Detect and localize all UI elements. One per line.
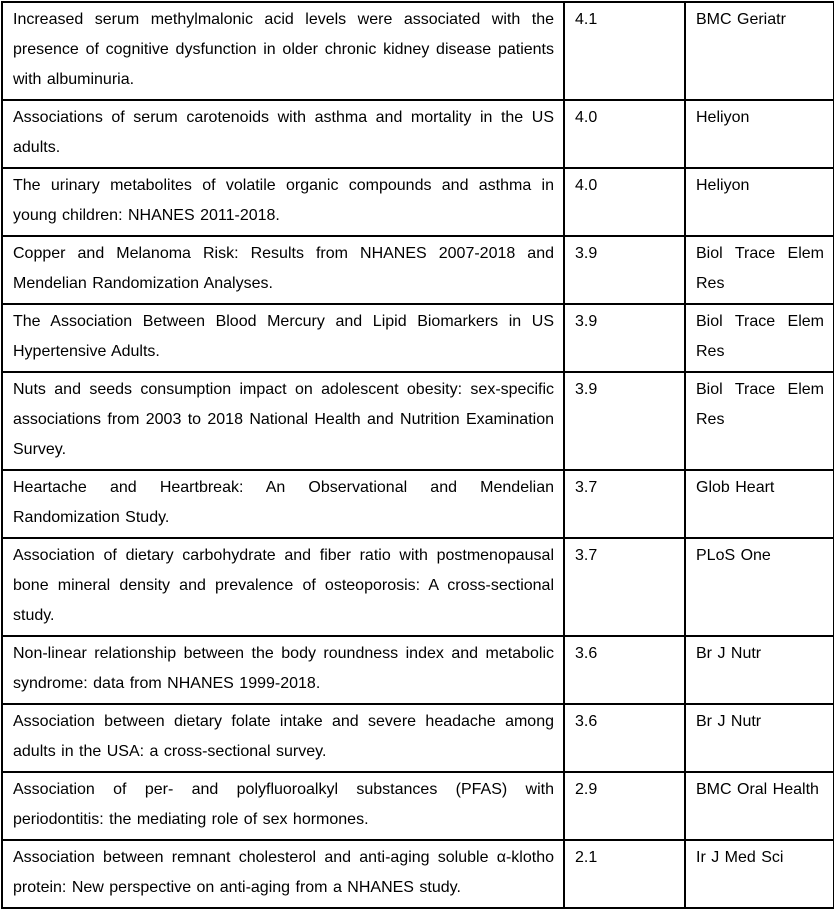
journal-cell: Biol Trace Elem Res — [685, 236, 834, 304]
table-body — [2, 2, 834, 908]
paper-title-cell: Non-linear relationship between the body roundness index and metabolic syndrome: data from NHANES 1999-2018. — [2, 636, 564, 704]
journal-cell: Heliyon — [685, 100, 834, 168]
impact-factor-cell: 3.9 — [564, 372, 685, 470]
impact-factor-cell: 3.9 — [564, 304, 685, 372]
impact-factor-cell: 4.0 — [564, 100, 685, 168]
journal-cell: BMC Geriatr — [685, 2, 834, 100]
paper-title-cell: Heartache and Heartbreak: An Observational and Mendelian Randomization Study. — [2, 470, 564, 538]
impact-factor-cell: 3.7 — [564, 538, 685, 636]
paper-title-cell: Associations of serum carotenoids with asthma and mortality in the US adults. — [2, 100, 564, 168]
table-row — [2, 470, 834, 538]
paper-title-cell: Increased serum methylmalonic acid levels were associated with the presence of cognitive dysfunction in older chronic kidney disease patients with albuminuria. — [2, 2, 564, 100]
paper-title-cell: Association of per- and polyfluoroalkyl substances (PFAS) with periodontitis: the mediating role of sex hormones. — [2, 772, 564, 840]
table-row — [2, 100, 834, 168]
journal-cell: Ir J Med Sci — [685, 840, 834, 908]
table-row — [2, 538, 834, 636]
impact-factor-cell: 3.6 — [564, 636, 685, 704]
impact-factor-cell: 3.9 — [564, 236, 685, 304]
paper-title-cell: Association between dietary folate intake and severe headache among adults in the USA: a cross-sectional survey. — [2, 704, 564, 772]
paper-title-cell: Association of dietary carbohydrate and fiber ratio with postmenopausal bone mineral density and prevalence of osteoporosis: A cross-sectional study. — [2, 538, 564, 636]
table-row — [2, 772, 834, 840]
impact-factor-cell: 2.1 — [564, 840, 685, 908]
table-row — [2, 840, 834, 908]
papers-table — [1, 1, 834, 909]
journal-cell: Br J Nutr — [685, 636, 834, 704]
journal-cell: Biol Trace Elem Res — [685, 304, 834, 372]
table-row — [2, 2, 834, 100]
journal-cell: Glob Heart — [685, 470, 834, 538]
paper-title-cell: The urinary metabolites of volatile organic compounds and asthma in young children: NHANES 2011-2018. — [2, 168, 564, 236]
paper-title-cell: The Association Between Blood Mercury and Lipid Biomarkers in US Hypertensive Adults. — [2, 304, 564, 372]
journal-cell: Heliyon — [685, 168, 834, 236]
paper-title-cell: Nuts and seeds consumption impact on adolescent obesity: sex-specific associations from 2003 to 2018 National Health and Nutrition Examination Survey. — [2, 372, 564, 470]
impact-factor-cell: 4.0 — [564, 168, 685, 236]
paper-title-cell: Copper and Melanoma Risk: Results from NHANES 2007-2018 and Mendelian Randomization Analyses. — [2, 236, 564, 304]
impact-factor-cell: 2.9 — [564, 772, 685, 840]
journal-cell: BMC Oral Health — [685, 772, 834, 840]
table-row — [2, 168, 834, 236]
journal-cell: PLoS One — [685, 538, 834, 636]
journal-cell: Br J Nutr — [685, 704, 834, 772]
table-row — [2, 372, 834, 470]
impact-factor-cell: 4.1 — [564, 2, 685, 100]
table-row — [2, 704, 834, 772]
table-row — [2, 636, 834, 704]
journal-cell: Biol Trace Elem Res — [685, 372, 834, 470]
table-row — [2, 304, 834, 372]
impact-factor-cell: 3.6 — [564, 704, 685, 772]
paper-title-cell: Association between remnant cholesterol and anti-aging soluble α-klotho protein: New perspective on anti-aging from a NHANES study. — [2, 840, 564, 908]
table-row — [2, 236, 834, 304]
impact-factor-cell: 3.7 — [564, 470, 685, 538]
